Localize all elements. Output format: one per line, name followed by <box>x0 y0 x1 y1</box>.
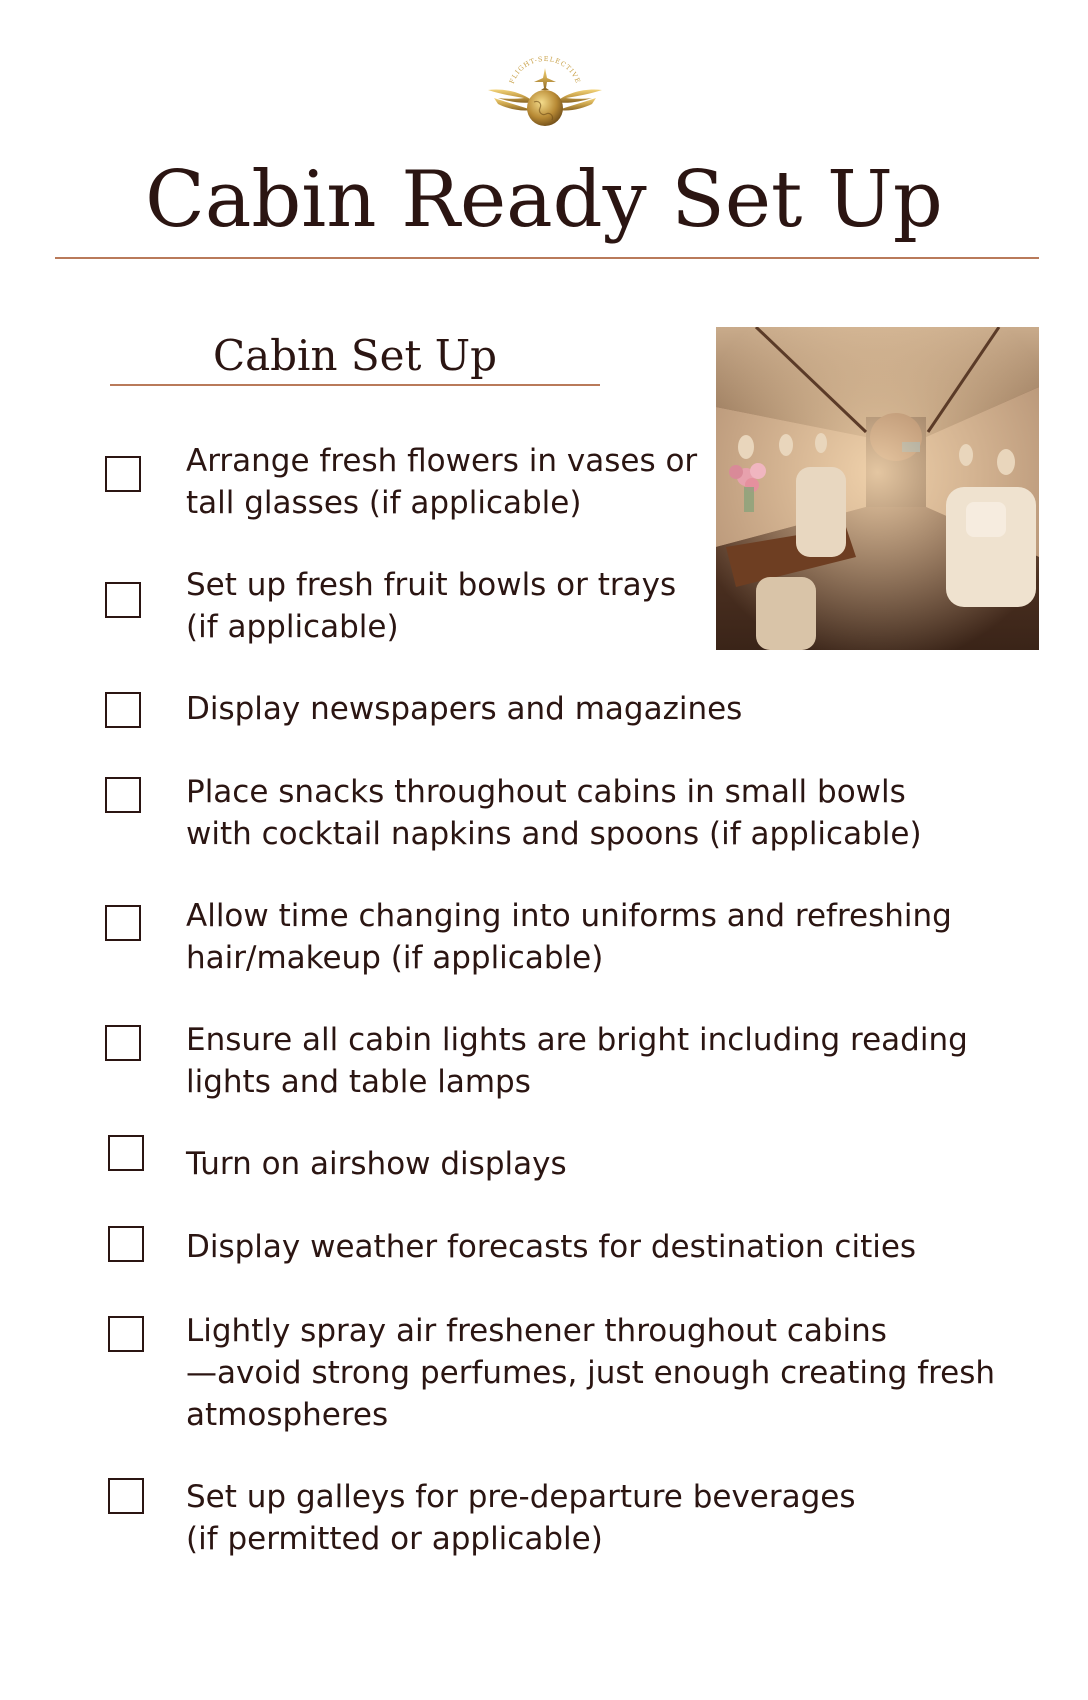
brand-logo <box>484 54 606 130</box>
logo-text: FLIGHT-SELECTIVE <box>507 54 583 85</box>
checkbox[interactable] <box>108 1135 144 1171</box>
checklist-item-label: Set up fresh fruit bowls or trays (if applicable) <box>186 567 677 645</box>
checkbox[interactable] <box>105 456 141 492</box>
section-title: Cabin Set Up <box>212 331 498 380</box>
checklist-item-label: Allow time changing into uniforms and refreshing hair/makeup (if applicable) <box>186 898 952 976</box>
section-divider <box>110 384 600 386</box>
checklist-item-label: Place snacks throughout cabins in small bowls with cocktail napkins and spoons (if applicable) <box>186 774 922 852</box>
checkbox[interactable] <box>105 1025 141 1061</box>
checklist-item-label: Ensure all cabin lights are bright including reading lights and table lamps <box>186 1022 968 1100</box>
checkbox[interactable] <box>105 905 141 941</box>
checkbox[interactable] <box>105 692 141 728</box>
checklist-item-label: Display weather forecasts for destination cities <box>186 1229 917 1265</box>
page-title: Cabin Ready Set Up <box>145 155 943 245</box>
checklist-item-label: Display newspapers and magazines <box>186 691 743 727</box>
title-divider <box>55 257 1039 259</box>
checkbox[interactable] <box>108 1316 144 1352</box>
checkbox[interactable] <box>108 1226 144 1262</box>
checklist-item-label: Lightly spray air freshener throughout cabins —avoid strong perfumes, just enough creating fresh atmospheres <box>186 1313 996 1433</box>
checkbox[interactable] <box>105 582 141 618</box>
checkbox[interactable] <box>105 777 141 813</box>
checkbox[interactable] <box>108 1478 144 1514</box>
checklist-item-label: Set up galleys for pre-departure beverages (if permitted or applicable) <box>186 1479 856 1557</box>
checklist-item-label: Turn on airshow displays <box>186 1146 567 1182</box>
checklist-item-label: Arrange fresh flowers in vases or tall glasses (if applicable) <box>186 443 698 521</box>
